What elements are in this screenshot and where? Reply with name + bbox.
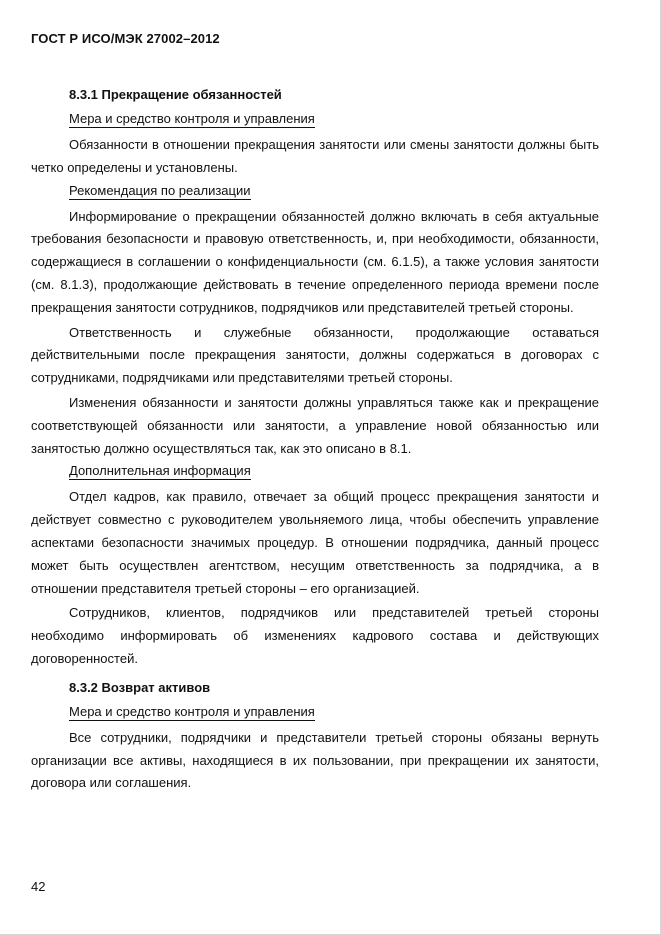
page-number: 42 (31, 879, 46, 894)
paragraph: Обязанности в отношении прекращения занятости или смены занятости должны быть четко определены и установлены. (31, 137, 599, 175)
paragraph: Изменения обязанности и занятости должны управляться также как и прекращение соответствующей обязанности или занятости, а управление новой обязанностью или занятостью должно осуществляться так, как это описано в 8.1. (31, 394, 599, 456)
subheading-text: Рекомендация по реализации (69, 182, 251, 198)
subheading-implementation-guidance (31, 182, 599, 199)
paragraph: Отдел кадров, как правило, отвечает за общий процесс прекращения занятости и действует совместно с руководителем увольняемого лица, чтобы обеспечить управление аспектами безопасности значимых процедур. В отношении подрядчика, данный процесс может быть осуществлен агентством, несущим ответственность за подрядчика, а в отношении представителя третьей стороны – его организацией. (31, 489, 599, 596)
subheading-text: Мера и средство контроля и управления (69, 703, 315, 719)
section-title-8-3-1: 8.3.1 Прекращение обязанностей (69, 87, 282, 102)
paragraph: Информирование о прекращении обязанностей должно включать в себя актуальные требования безопасности и правовую ответственность, и, при необходимости, обязанности, содержащиеся в соглашении о конфиденциальности (см. 6.1.5), а также условия занятости (см. 8.1.3), продолжающие действовать в течение определенного периода времени после прекращения занятости сотрудников, подрядчиков или представителей третьей стороны. (31, 208, 599, 315)
paragraph: Все сотрудники, подрядчики и представители третьей стороны обязаны вернуть организации все активы, находящиеся в их пользовании, при прекращении их занятости, договора или соглашения. (31, 729, 599, 791)
subheading-text: Дополнительная информация (69, 463, 251, 479)
subheading-additional-info (31, 462, 599, 479)
subheading-text: Мера и средство контроля и управления (69, 111, 315, 126)
document-body (31, 86, 599, 797)
section-title-8-3-2: 8.3.2 Возврат активов (69, 679, 211, 695)
subheading-control-measure (31, 703, 599, 720)
standard-header: ГОСТ Р ИСО/МЭК 27002–2012 (31, 31, 220, 46)
paragraph: Ответственность и служебные обязанности, продолжающие оставаться действительными после прекращения занятости, должны содержаться в договорах с сотрудниками, подрядчиками или представителями третьей стороны. (31, 324, 599, 386)
subheading-control-measure (31, 110, 599, 127)
paragraph: Сотрудников, клиентов, подрядчиков или представителей третьей стороны необходимо информировать об изменениях кадрового состава и действующих договоренностей. (31, 605, 599, 666)
